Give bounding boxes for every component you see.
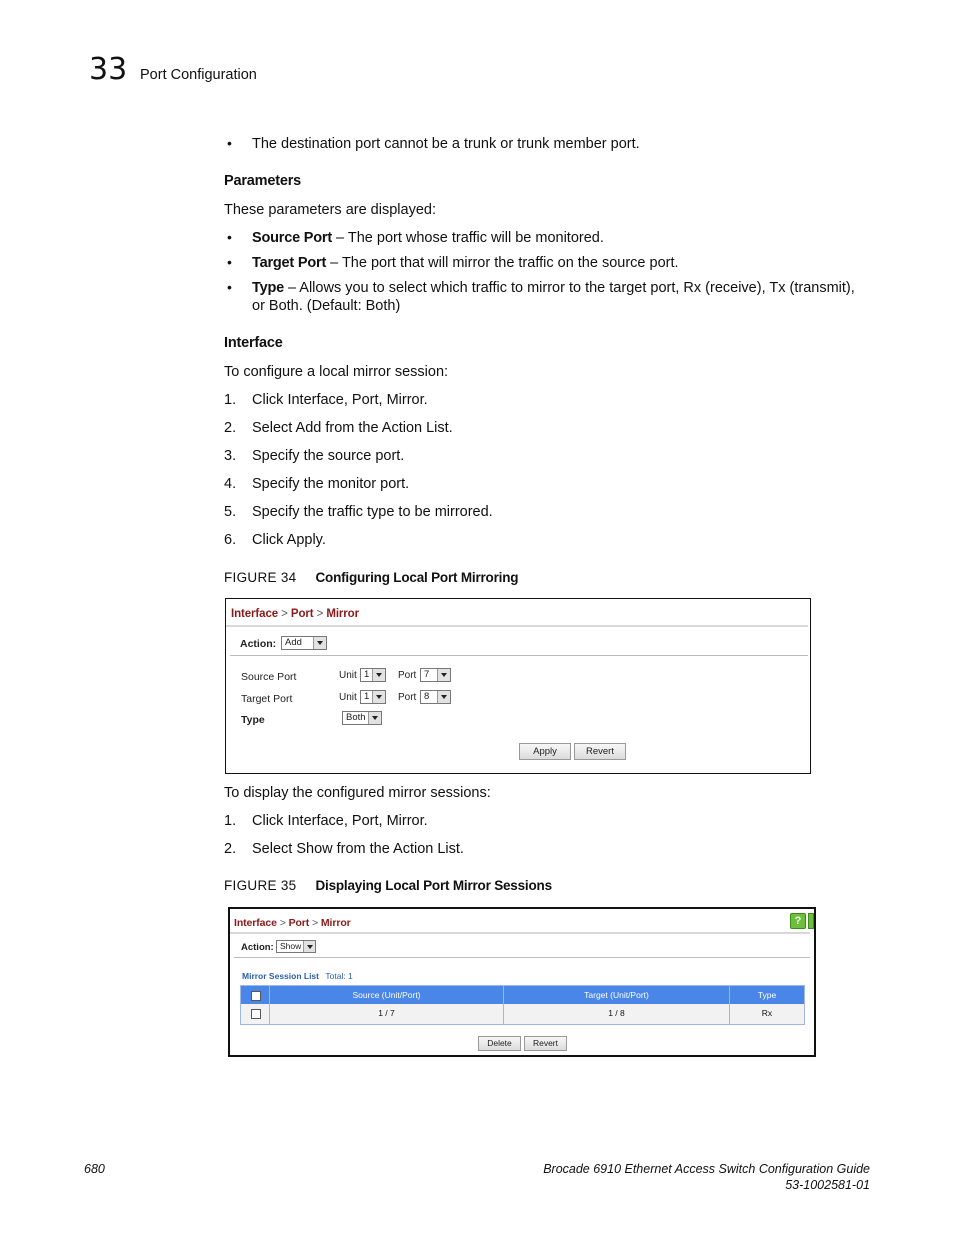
chevron-down-icon — [437, 669, 450, 681]
type-select[interactable] — [342, 711, 382, 725]
step-text: Specify the source port. — [252, 448, 405, 464]
delete-button[interactable]: Delete — [478, 1036, 521, 1051]
step-number: 4. — [224, 476, 237, 492]
action-select[interactable] — [276, 940, 316, 953]
chapter-title: Port Configuration — [140, 67, 257, 83]
guide-title: Brocade 6910 Ethernet Access Switch Configuration Guide — [543, 1162, 870, 1176]
breadcrumb-port[interactable]: Port — [290, 608, 314, 620]
step-number: 2. — [224, 841, 237, 857]
param-type — [252, 279, 855, 297]
parameters-heading: Parameters — [224, 173, 301, 189]
step-text: Specify the traffic type to be mirrored. — [252, 504, 493, 520]
figure-34-screenshot — [225, 598, 811, 774]
list-title: Mirror Session List — [242, 971, 319, 981]
chevron-down-icon — [372, 669, 385, 681]
figure-title: Configuring Local Port Mirroring — [315, 570, 519, 585]
port-label: Port — [398, 692, 417, 703]
step-number: 2. — [224, 420, 237, 436]
divider — [230, 932, 810, 934]
breadcrumb — [231, 608, 359, 620]
port-label: Port — [398, 670, 417, 681]
select-value: 7 — [424, 669, 430, 680]
column-header-type: Type — [757, 990, 777, 1000]
param-desc: – The port whose traffic will be monitored. — [332, 230, 604, 246]
apply-button[interactable]: Apply — [519, 743, 571, 760]
chevron-down-icon — [437, 691, 450, 703]
cell-type: Rx — [761, 1008, 773, 1018]
column-header-target: Target (Unit/Port) — [584, 990, 649, 1000]
figure-label: FIGURE 34 — [224, 570, 297, 585]
source-port-label: Source Port — [241, 671, 297, 683]
unit-label: Unit — [339, 692, 357, 703]
figure-label: FIGURE 35 — [224, 878, 297, 893]
chevron-down-icon — [303, 941, 315, 952]
type-label: Type — [241, 714, 265, 726]
step-text: Specify the monitor port. — [252, 476, 410, 492]
table-row — [241, 1004, 804, 1024]
select-all-checkbox[interactable] — [251, 991, 261, 1001]
divider — [234, 957, 810, 958]
breadcrumb-separator: > — [312, 917, 319, 929]
step-number: 6. — [224, 532, 237, 548]
select-value: 8 — [424, 691, 430, 702]
doc-number: 53-1002581-01 — [785, 1178, 870, 1192]
step-text: Select Add from the Action List. — [252, 420, 453, 436]
bullet-icon: • — [227, 254, 232, 270]
select-value: 1 — [364, 691, 370, 702]
bullet-icon: • — [227, 279, 232, 295]
chevron-down-icon — [372, 691, 385, 703]
divider — [230, 655, 808, 656]
step-number: 3. — [224, 448, 237, 464]
cell-source: 1 / 7 — [378, 1008, 395, 1018]
chapter-number: 33 — [89, 52, 128, 87]
step-number: 1. — [224, 392, 237, 408]
source-unit-select[interactable] — [360, 668, 386, 682]
step-text: Click Interface, Port, Mirror. — [252, 392, 428, 408]
param-target-port — [252, 254, 679, 272]
action-select[interactable] — [281, 636, 327, 650]
bullet-icon: • — [227, 135, 232, 151]
breadcrumb-port[interactable]: Port — [288, 917, 310, 929]
action-label: Action: — [240, 638, 277, 650]
chevron-down-icon — [368, 712, 381, 724]
display-intro: To display the configured mirror sessions: — [224, 785, 491, 801]
row-checkbox[interactable] — [251, 1009, 261, 1019]
list-total: Total: 1 — [325, 971, 353, 981]
page-number: 680 — [84, 1162, 105, 1176]
revert-button[interactable]: Revert — [524, 1036, 567, 1051]
breadcrumb-separator: > — [316, 608, 324, 620]
bullet-icon: • — [227, 229, 232, 245]
figure-35-screenshot — [228, 907, 816, 1057]
step-number: 1. — [224, 813, 237, 829]
action-select-value: Add — [285, 637, 302, 648]
unit-label: Unit — [339, 670, 357, 681]
figure-title: Displaying Local Port Mirror Sessions — [315, 878, 552, 893]
breadcrumb-mirror[interactable]: Mirror — [320, 917, 351, 929]
breadcrumb-mirror[interactable]: Mirror — [326, 608, 359, 620]
step-text: Click Interface, Port, Mirror. — [252, 813, 428, 829]
step-text: Select Show from the Action List. — [252, 841, 464, 857]
target-unit-select[interactable] — [360, 690, 386, 704]
param-desc: – Allows you to select which traffic to mirror to the target port, Rx (receive), Tx (transmit), — [283, 280, 855, 296]
param-term: Source Port — [252, 230, 332, 246]
action-label: Action: — [241, 942, 274, 953]
intro-bullet-text: The destination port cannot be a trunk or trunk member port. — [252, 136, 640, 152]
revert-button[interactable]: Revert — [574, 743, 626, 760]
parameters-intro: These parameters are displayed: — [224, 202, 436, 218]
chevron-down-icon — [313, 637, 326, 649]
param-term: Type — [252, 280, 284, 296]
param-desc: – The port that will mirror the traffic on the source port. — [326, 255, 679, 271]
breadcrumb-interface[interactable]: Interface — [231, 608, 279, 620]
figure-34-caption — [224, 570, 518, 585]
step-number: 5. — [224, 504, 237, 520]
target-port-label: Target Port — [241, 693, 293, 705]
session-list-title — [242, 971, 353, 981]
target-port-select[interactable] — [420, 690, 451, 704]
interface-intro: To configure a local mirror session: — [224, 364, 449, 380]
select-value: Both — [346, 712, 366, 723]
interface-heading: Interface — [224, 335, 283, 351]
divider — [226, 625, 808, 627]
cell-target: 1 / 8 — [608, 1008, 625, 1018]
param-source-port — [252, 229, 604, 247]
breadcrumb — [234, 917, 351, 929]
figure-35-caption — [224, 878, 552, 893]
breadcrumb-interface[interactable]: Interface — [234, 917, 277, 929]
step-text: Click Apply. — [252, 532, 326, 548]
session-table — [240, 985, 805, 1025]
column-header-source: Source (Unit/Port) — [352, 990, 421, 1000]
select-value: 1 — [364, 669, 370, 680]
edge-icon — [808, 913, 814, 929]
source-port-select[interactable] — [420, 668, 451, 682]
breadcrumb-separator: > — [281, 608, 288, 620]
help-icon[interactable]: ? — [790, 913, 806, 929]
breadcrumb-separator: > — [279, 917, 286, 929]
param-type-line2: or Both. (Default: Both) — [252, 298, 401, 314]
param-term: Target Port — [252, 255, 327, 271]
action-select-value: Show — [280, 941, 302, 951]
